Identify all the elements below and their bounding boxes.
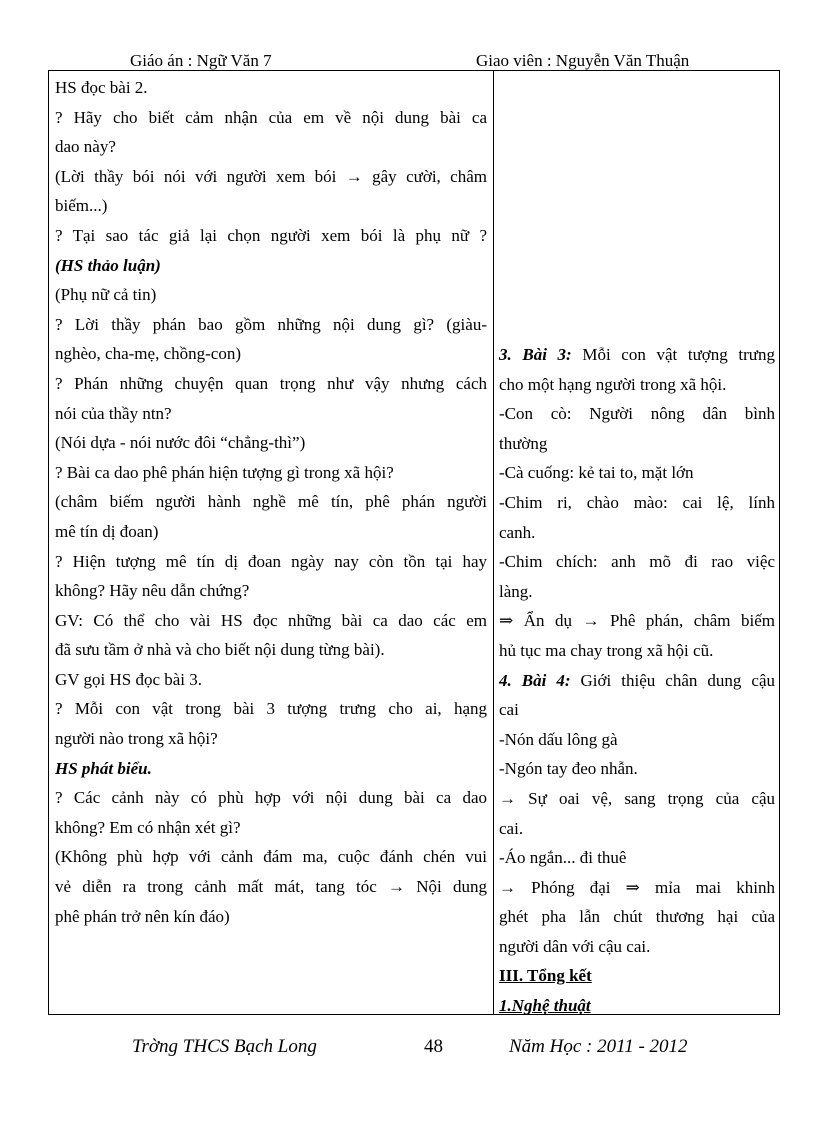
- right-line: cai: [499, 700, 519, 720]
- right-line: -Nón dấu lông gà: [499, 729, 618, 749]
- left-line: nói của thầy ntn?: [55, 403, 172, 423]
- right-line: → Sự oai vệ, sang trọng của cậu: [499, 788, 775, 808]
- left-line: biếm...): [55, 196, 108, 216]
- left-line: HS phát biểu.: [55, 758, 152, 778]
- section-text: Giới thiệu chân dung cậu: [570, 670, 775, 690]
- right-line: [499, 666, 775, 696]
- left-line: GV gọi HS đọc bài 3.: [55, 669, 203, 689]
- left-line: (HS thảo luận): [55, 255, 161, 275]
- left-line: ? Tại sao tác giả lại chọn người xem bói là phụ nữ ?: [55, 225, 487, 245]
- right-line: cho một hạng người trong xã hội.: [499, 374, 727, 394]
- left-line: (Nói dựa - nói nước đôi “chẳng-thì”): [55, 433, 306, 453]
- teacher-label: Giao viên : Nguyễn Văn Thuận: [476, 51, 690, 70]
- right-line: III. Tổng kết: [499, 966, 592, 986]
- right-line: hủ tục ma chay trong xã hội cũ.: [499, 640, 714, 660]
- left-line: ? Hiện tượng mê tín dị đoan ngày nay còn tồn tại hay: [55, 551, 487, 571]
- left-line: không? Hãy nêu dẫn chứng?: [55, 581, 250, 601]
- left-line: ? Mỗi con vật trong bài 3 tượng trưng cho ai, hạng: [55, 699, 487, 719]
- left-line: (châm biếm người hành nghề mê tín, phê phán người: [55, 492, 487, 512]
- left-line: (Phụ nữ cả tin): [55, 285, 157, 305]
- left-line: ? Hãy cho biết cảm nhận của em về nội dung bài ca: [55, 107, 487, 127]
- left-line: nghèo, cha-mẹ, chồng-con): [55, 344, 241, 364]
- left-line: ? Lời thầy phán bao gồm những nội dung gì? (giàu-: [55, 314, 487, 334]
- page-number: 48: [424, 1036, 443, 1057]
- column-divider: [493, 71, 494, 1014]
- left-line: GV: Có thể cho vài HS đọc những bài ca dao các em: [55, 610, 487, 630]
- right-line: -Ngón tay đeo nhẫn.: [499, 759, 638, 779]
- right-line: -Con cò: Người nông dân bình: [499, 404, 775, 424]
- left-line: ? Phán những chuyện quan trọng như vậy nhưng cách: [55, 373, 487, 393]
- left-line: phê phán trở nên kín đáo): [55, 906, 230, 926]
- right-line: → Phóng đại ⇒ mỉa mai khinh: [499, 877, 775, 897]
- content-column: [499, 340, 775, 1021]
- left-line: ? Các cảnh này có phù hợp với nội dung bài ca dao: [55, 788, 487, 808]
- right-line: 1.Nghệ thuật: [499, 996, 591, 1016]
- teacher-activity-column: [55, 73, 487, 931]
- section-number: 4. Bài 4:: [499, 670, 571, 690]
- right-line: [499, 340, 775, 370]
- right-line: cai.: [499, 818, 524, 838]
- left-line: (Lời thầy bói nói với người xem bói → gây cười, châm: [55, 166, 487, 186]
- right-line: ghét pha lẫn chút thương hại của: [499, 907, 775, 927]
- left-line: dao này?: [55, 137, 116, 157]
- right-line: -Cà cuống: kẻ tai to, mặt lớn: [499, 463, 694, 483]
- left-line: ? Bài ca dao phê phán hiện tượng gì trong xã hội?: [55, 462, 394, 482]
- lesson-table: [48, 70, 780, 1015]
- section-text: Mỗi con vật tượng trưng: [571, 345, 775, 364]
- left-line: người nào trong xã hội?: [55, 729, 218, 749]
- right-line: -Áo ngắn... đi thuê: [499, 848, 627, 868]
- right-line: canh.: [499, 522, 536, 542]
- subject-label: Giáo án : Ngữ Văn 7: [130, 51, 272, 70]
- section-number: 3. Bài 3:: [499, 345, 572, 364]
- right-line: người dân với cậu cai.: [499, 936, 651, 956]
- left-line: vẻ diễn ra trong cảnh mất mát, tang tóc → Nội dung: [55, 877, 487, 897]
- right-line: -Chim ri, chào mào: cai lệ, lính: [499, 492, 775, 512]
- right-line: ⇒ Ẩn dụ → Phê phán, châm biếm: [499, 611, 775, 631]
- left-line: không? Em có nhận xét gì?: [55, 817, 241, 837]
- school-year: Năm Học : 2011 - 2012: [509, 1036, 688, 1057]
- left-line: (Không phù hợp với cảnh đám ma, cuộc đánh chén vui: [55, 847, 487, 867]
- left-line: HS đọc bài 2.: [55, 78, 148, 97]
- right-line: làng.: [499, 581, 533, 601]
- left-line: mê tín dị đoan): [55, 521, 159, 541]
- right-line: thường: [499, 433, 548, 453]
- right-line: -Chim chích: anh mõ đi rao việc: [499, 552, 775, 572]
- left-line: đã sưu tầm ở nhà và cho biết nội dung từng bài).: [55, 640, 385, 660]
- school-label: Trờng THCS Bạch Long: [132, 1036, 317, 1057]
